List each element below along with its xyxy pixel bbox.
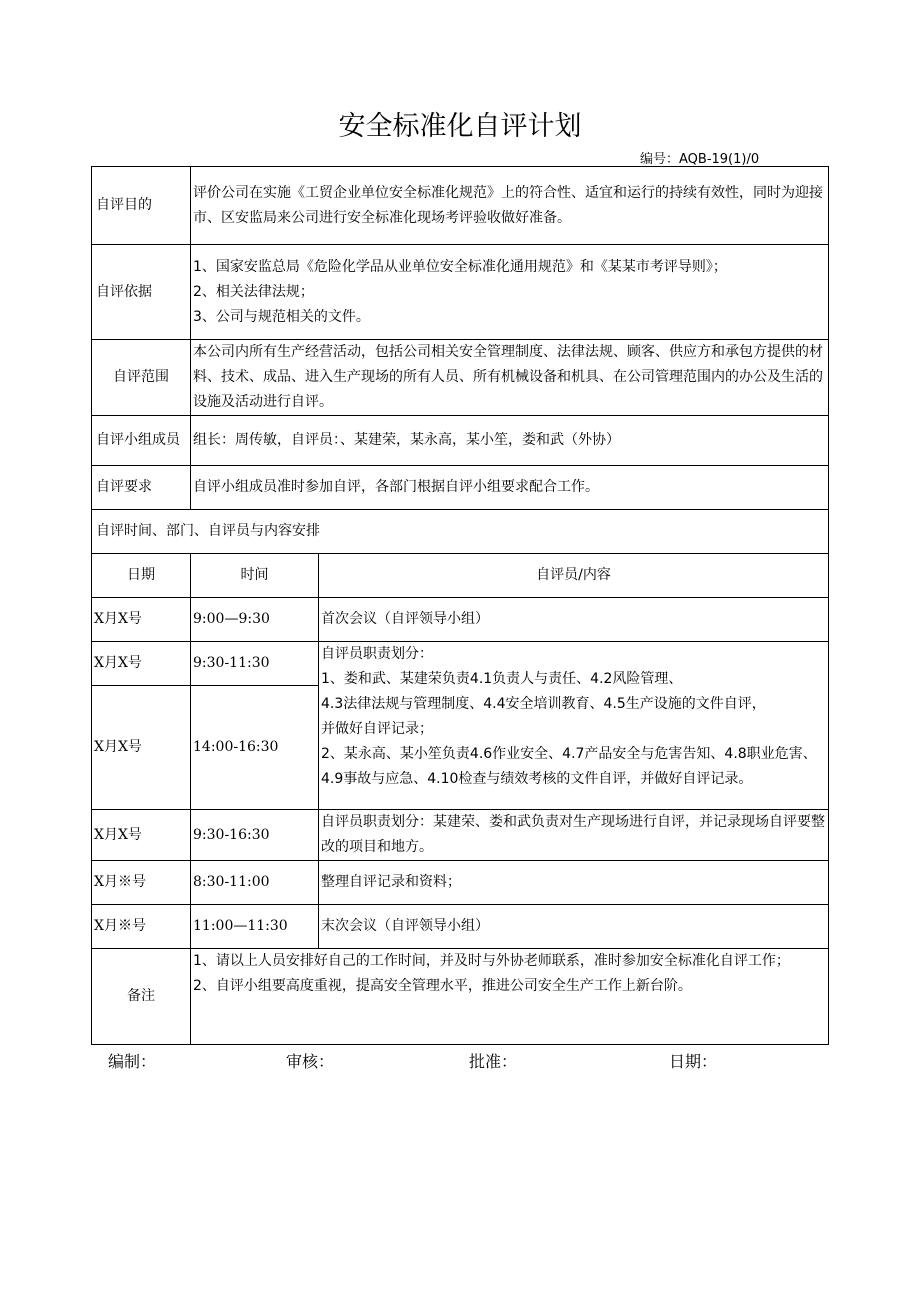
duty-line: 自评员职责划分： [321,646,433,662]
team-row [92,416,829,466]
duty-line: 2、某永高、某小笙负责4.6作业安全、4.7产品安全与危害告知、4.8职业危害、4.9事故与应急、4.10检查与绩效考核的文件自评，并做好自评记录。 [321,746,817,787]
schedule-content [319,642,829,810]
requirement-label: 自评要求 [92,466,191,510]
duty-line: 并做好自评记录； [321,721,433,737]
approved-by-label: 批准： [469,1052,518,1071]
schedule-date: X月X号 [92,686,191,810]
schedule-time: 9:30-16:30 [191,810,319,861]
prepared-by-label: 编制： [108,1052,157,1071]
schedule-date: X月X号 [92,642,191,686]
basis-item: 1、国家安监总局《危险化学品从业单位安全标准化通用规范》和《某某市考评导则》； [193,258,727,275]
purpose-label: 自评目的 [92,167,191,245]
schedule-date: X月X号 [92,810,191,861]
purpose-text: 评价公司在实施《工贸企业单位安全标准化规范》上的符合性、适宜和运行的持续有效性，同时为迎接市、区安监局来公司进行安全标准化现场考评验收做好准备。 [191,167,829,245]
schedule-date: X月X号 [92,598,191,642]
team-text: 组长：周传敏，自评员：、某建荣，某永高，某小笙，娄和武（外协） [191,416,829,466]
duty-line: 4.3法律法规与管理制度、4.4安全培训教育、4.5生产设施的文件自评， [321,696,766,712]
schedule-time: 9:00—9:30 [191,598,319,642]
reviewed-by-label: 审核： [286,1052,335,1071]
schedule-heading: 自评时间、部门、自评员与内容安排 [92,510,829,554]
schedule-header-row [92,554,829,598]
schedule-content: 整理自评记录和资料； [319,861,829,905]
basis-item: 2、相关法律法规； [193,283,314,300]
remarks-row [92,949,829,1045]
requirement-text: 自评小组成员准时参加自评，各部门根据自评小组要求配合工作。 [191,466,829,510]
remark-item: 1、请以上人员安排好自己的工作时间，并及时与外协老师联系，准时参加安全标准化自评工作； [193,953,790,969]
schedule-time: 8:30-11:00 [191,861,319,905]
schedule-row [92,598,829,642]
page-title: 安全标准化自评计划 [338,111,582,142]
schedule-heading-row [92,510,829,554]
schedule-date: X月※号 [92,905,191,949]
remarks-list [191,949,829,1045]
remarks-label: 备注 [92,949,191,1045]
remark-item: 2、自评小组要高度重视，提高安全管理水平，推进公司安全生产工作上新台阶。 [193,978,692,994]
requirement-row [92,466,829,510]
document-number: 编号：AQB-19(1)/0 [640,152,760,167]
scope-row [92,340,829,416]
schedule-row [92,905,829,949]
basis-list [191,245,829,340]
schedule-row [92,642,829,686]
date-label: 日期： [669,1052,718,1071]
column-header-time: 时间 [191,554,319,598]
duty-assignment-list [321,642,826,808]
scope-text: 本公司内所有生产经营活动，包括公司相关安全管理制度、法律法规、顾客、供应方和承包方提供的材料、技术、成品、进入生产现场的所有人员、所有机械设备和机具、在公司管理范围内的办公及生活的设施及活动进行自评。 [191,340,829,416]
basis-item: 3、公司与规范相关的文件。 [193,308,370,325]
purpose-row [92,167,829,245]
schedule-row [92,861,829,905]
schedule-content: 末次会议（自评领导小组） [319,905,829,949]
scope-label: 自评范围 [92,340,191,416]
schedule-date: X月※号 [92,861,191,905]
column-header-date: 日期 [92,554,191,598]
schedule-time: 11:00—11:30 [191,905,319,949]
schedule-time: 14:00-16:30 [191,686,319,810]
schedule-time: 9:30-11:30 [191,642,319,686]
schedule-row [92,810,829,861]
schedule-content: 自评员职责划分：某建荣、娄和武负责对生产现场进行自评，并记录现场自评要整改的项目和地方。 [319,810,829,861]
team-label: 自评小组成员 [92,416,191,466]
duty-line: 1、娄和武、某建荣负责4.1负责人与责任、4.2风险管理、 [321,671,683,687]
self-evaluation-plan-table [91,166,829,1045]
basis-label: 自评依据 [92,245,191,340]
basis-row [92,245,829,340]
column-header-content: 自评员/内容 [319,554,829,598]
schedule-content: 首次会议（自评领导小组） [319,598,829,642]
